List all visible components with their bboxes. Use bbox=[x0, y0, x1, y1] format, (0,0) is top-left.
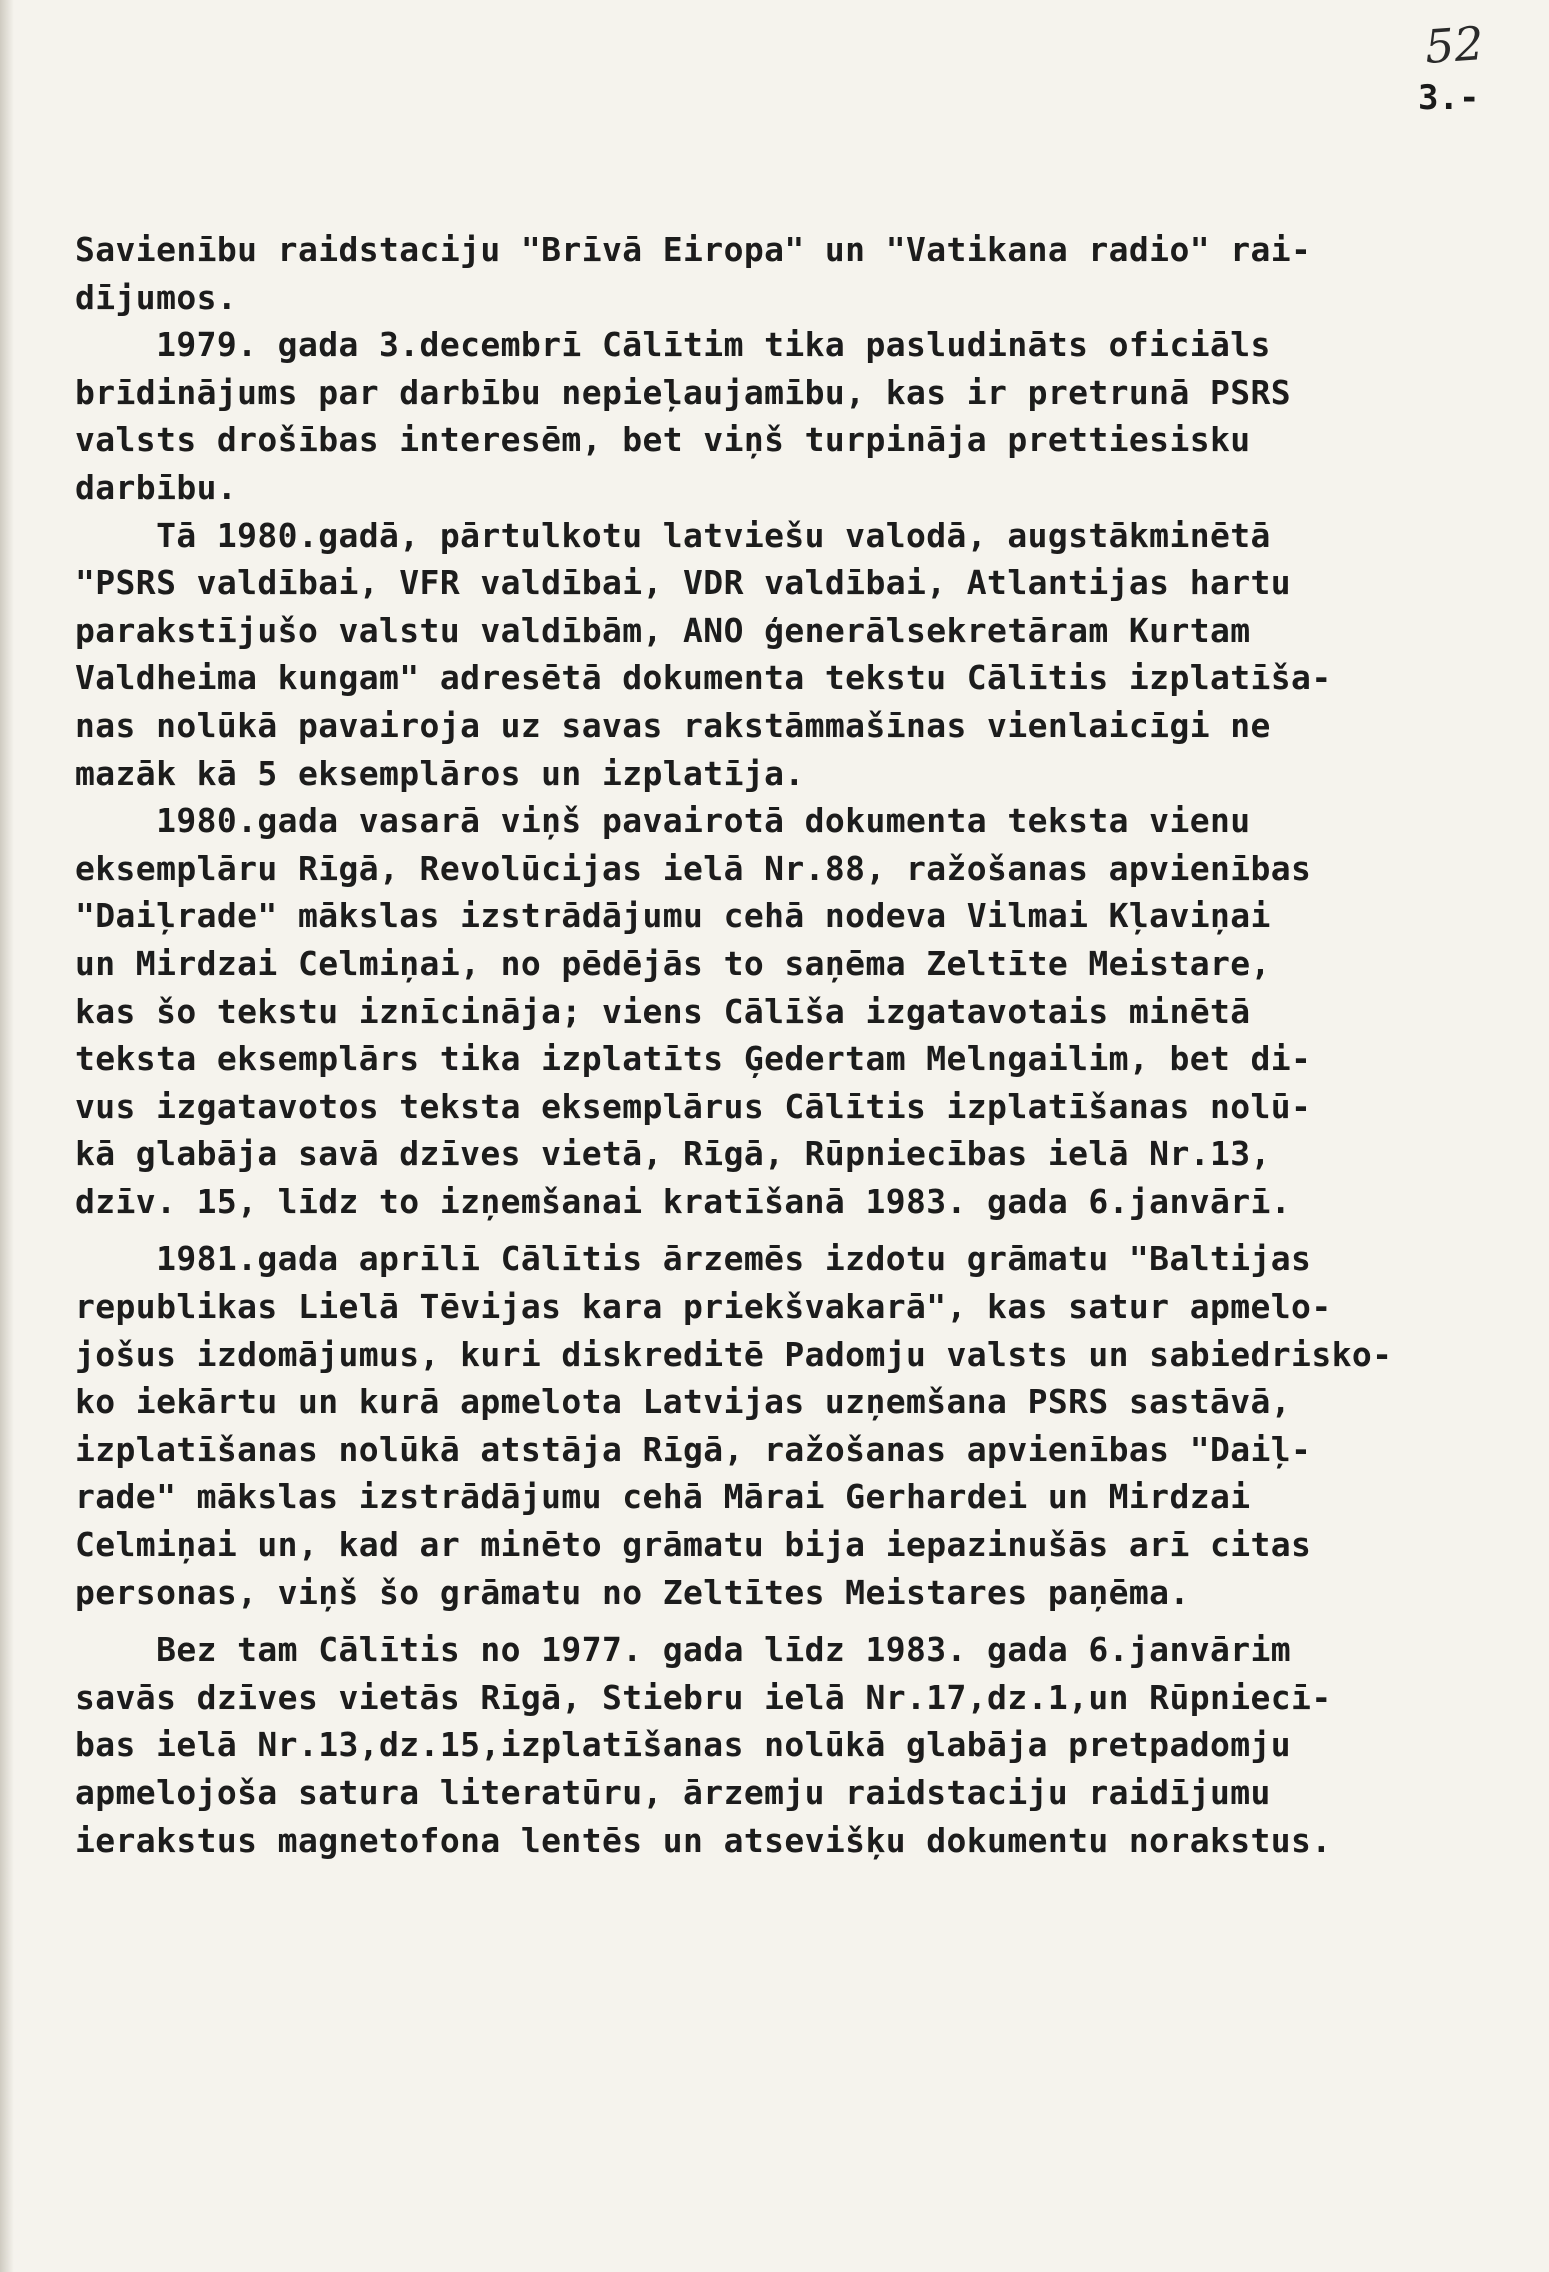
text-line: darbību. bbox=[75, 467, 238, 507]
text-line: ierakstus magnetofona lentēs un atsevišķu dokumentu norakstus. bbox=[75, 1820, 1332, 1860]
text-line: nas nolūkā pavairoja uz savas rakstāmmašīnas vienlaicīgi ne bbox=[75, 705, 1271, 745]
paragraph bbox=[75, 321, 1485, 511]
text-line: Savienību raidstaciju "Brīvā Eiropa" un "Vatikana radio" rai- bbox=[75, 230, 1312, 269]
text-line: apmelojoša satura literatūru, ārzemju raidstaciju raidījumu bbox=[75, 1773, 1271, 1812]
text-line: dījumos. bbox=[75, 277, 238, 317]
text-line: 1980.gada vasarā viņš pavairotā dokumenta teksta vienu bbox=[75, 801, 1251, 841]
text-line: kas šo tekstu iznīcināja; viens Cālīša izgatavotais minētā bbox=[75, 991, 1251, 1031]
text-line: brīdinājums par darbību nepieļaujamību, kas ir pretrunā PSRS bbox=[75, 372, 1292, 412]
text-line: kā glabāja savā dzīves vietā, Rīgā, Rūpniecības ielā Nr.13, bbox=[75, 1134, 1271, 1174]
paragraph bbox=[75, 1235, 1485, 1616]
text-line: "Daiļrade" mākslas izstrādājumu cehā nodeva Vilmai Kļaviņai bbox=[75, 896, 1271, 936]
text-line: Valdheima kungam" adresētā dokumenta tekstu Cālītis izplatīša- bbox=[75, 658, 1332, 698]
text-line: teksta eksemplārs tika izplatīts Ģedertam Melngailim, bet di- bbox=[75, 1039, 1312, 1079]
text-line: un Mirdzai Celmiņai, no pēdējās to saņēma Zeltīte Meistare, bbox=[75, 943, 1271, 983]
text-line: Bez tam Cālītis no 1977. gada līdz 1983. gada 6.janvārim bbox=[75, 1630, 1292, 1670]
paragraph bbox=[75, 797, 1485, 1225]
text-line: eksemplāru Rīgā, Revolūcijas ielā Nr.88, ražošanas apvienības bbox=[75, 848, 1312, 888]
text-line: savās dzīves vietās Rīgā, Stiebru ielā Nr.17,dz.1,un Rūpniecī- bbox=[75, 1677, 1332, 1717]
text-line: parakstījušo valstu valdībām, ANO ģenerālsekretāram Kurtam bbox=[75, 610, 1251, 650]
text-line: bas ielā Nr.13,dz.15,izplatīšanas nolūkā glabāja pretpadomju bbox=[75, 1725, 1292, 1765]
handwritten-folio-number: 52 bbox=[1423, 16, 1486, 74]
page-edge-shadow bbox=[0, 0, 14, 2272]
text-line: rade" mākslas izstrādājumu cehā Mārai Gerhardei un Mirdzai bbox=[75, 1477, 1251, 1517]
text-line: Tā 1980.gadā, pārtulkotu latviešu valodā, augstākminētā bbox=[75, 515, 1271, 555]
page-number: 3.- bbox=[1418, 78, 1480, 118]
text-line: 1979. gada 3.decembrī Cālītim tika pasludināts oficiāls bbox=[75, 325, 1271, 365]
text-line: dzīv. 15, līdz to izņemšanai kratīšanā 1983. gada 6.janvārī. bbox=[75, 1181, 1292, 1221]
paragraph bbox=[75, 512, 1485, 798]
text-line: mazāk kā 5 eksemplāros un izplatīja. bbox=[75, 753, 805, 793]
text-line: izplatīšanas nolūkā atstāja Rīgā, ražošanas apvienības "Daiļ- bbox=[75, 1429, 1312, 1469]
text-line: 1981.gada aprīlī Cālītis ārzemēs izdotu grāmatu "Baltijas bbox=[75, 1239, 1312, 1279]
text-line: personas, viņš šo grāmatu no Zeltītes Meistares paņēma. bbox=[75, 1572, 1190, 1612]
text-line: valsts drošības interesēm, bet viņš turpināja prettiesisku bbox=[75, 420, 1251, 460]
text-line: jošus izdomājumus, kuri diskreditē Padomju valsts un sabiedrisko- bbox=[75, 1334, 1393, 1374]
text-line: "PSRS valdībai, VFR valdībai, VDR valdībai, Atlantijas hartu bbox=[75, 563, 1292, 603]
paragraph bbox=[75, 226, 1485, 321]
document-body bbox=[75, 226, 1485, 1864]
text-line: Celmiņai un, kad ar minēto grāmatu bija iepazinušās arī citas bbox=[75, 1525, 1312, 1565]
paragraph bbox=[75, 1626, 1485, 1864]
text-line: vus izgatavotos teksta eksemplārus Cālītis izplatīšanas nolū- bbox=[75, 1086, 1312, 1126]
text-line: ko iekārtu un kurā apmelota Latvijas uzņemšana PSRS sastāvā, bbox=[75, 1382, 1292, 1422]
text-line: republikas Lielā Tēvijas kara priekšvakarā", kas satur apmelo- bbox=[75, 1287, 1332, 1327]
